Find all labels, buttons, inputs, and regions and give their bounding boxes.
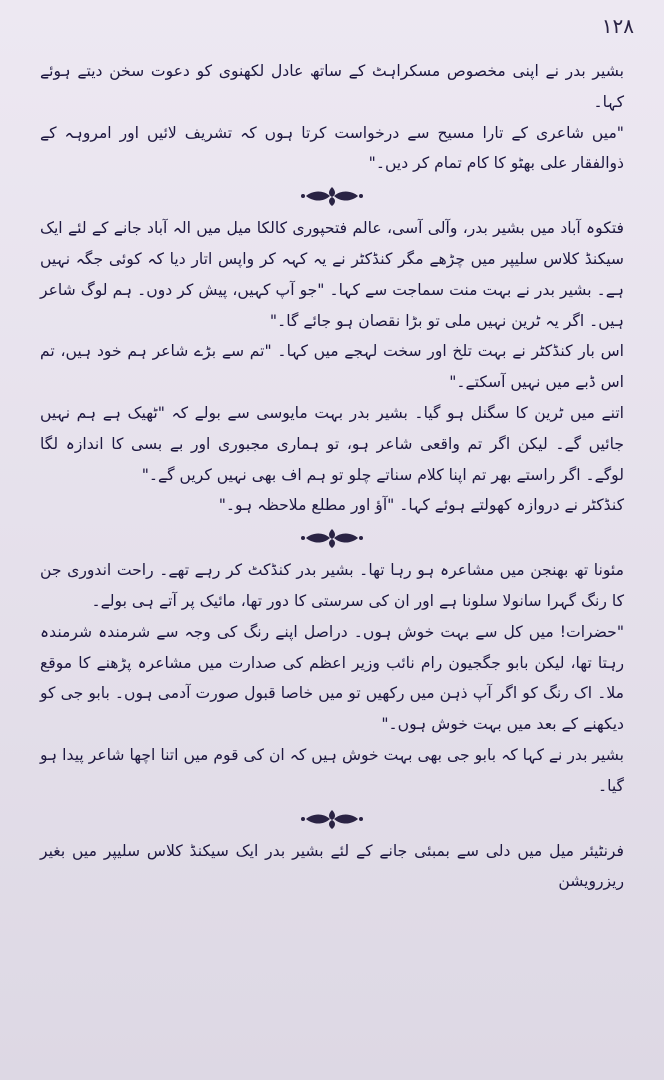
anecdote-section (40, 56, 624, 179)
paragraph: "میں شاعری کے تارا مسیح سے درخواست کرتا ہوں کہ تشریف لائیں اور امروہہ کے ذوالفقار علی بھٹو کا کام تمام کر دیں۔" (40, 123, 624, 173)
paragraph: اس بار کنڈکٹر نے بہت تلخ اور سخت لہجے میں کہا۔ "تم سے بڑے شاعر ہم خود ہیں، تم اس ڈبے میں نہیں آسکتے۔" (40, 342, 624, 392)
ornament-divider-icon (40, 802, 624, 836)
page-number: ۱۲۸ (601, 14, 634, 38)
paragraph: "حضرات! میں کل سے بہت خوش ہوں۔ دراصل اپنے رنگ کی وجہ سے شرمندہ شرمندہ رہتا تھا، لیکن بابو جگجیون رام نائب وزیر اعظم کی صدارت میں مشاعرہ پڑھنے کا موقع ملا۔ اک رنگ کو اگر آپ ذہن میں رکھیں تو میں خاصا قبول صورت آدمی ہوں۔ بابو جی کو دیکھنے کے بعد میں بہت خوش ہوں۔" (40, 622, 624, 734)
paragraph: اتنے میں ٹرین کا سگنل ہو گیا۔ بشیر بدر بہت مایوسی سے بولے کہ "ٹھیک ہے ہم نہیں جائیں گے۔ لیکن اگر تم واقعی شاعر ہو، تو ہماری مجبوری اور بے بسی کا اندازہ لگا لوگے۔ اگر راستے بھر تم اپنا کلام سناتے چلو تو ہم اف بھی نہیں کریں گے۔" (40, 403, 624, 484)
ornament-divider-icon (40, 521, 624, 555)
paragraph: فرنٹیئر میل میں دلی سے بمبئی جانے کے لئے بشیر بدر ایک سیکنڈ کلاس سلیپر میں بغیر ریزرویشن (40, 841, 624, 891)
anecdote-section (40, 555, 624, 801)
anecdote-section (40, 213, 624, 521)
paragraph: کنڈکٹر نے دروازہ کھولتے ہوئے کہا۔ "آؤ اور مطلع ملاحظہ ہو۔" (218, 496, 624, 515)
anecdote-section (40, 836, 624, 898)
paragraph: مئونا تھ بھنجن میں مشاعرہ ہو رہا تھا۔ بشیر بدر کنڈکٹ کر رہے تھے۔ راحت اندوری جن کا رنگ گہرا سانولا سلونا ہے اور ان کی سرستی کا دور تھا، مائیک پر آتے ہی بولے۔ (40, 561, 624, 610)
paragraph: بشیر بدر نے اپنی مخصوص مسکراہٹ کے ساتھ عادل لکھنوی کو دعوت سخن دیتے ہوئے کہا۔ (40, 62, 624, 111)
paragraph: فتکوہ آباد میں بشیر بدر، وآلی آسی، عالم فتحپوری کالکا میل میں الہ آباد جانے کے لئے ایک سیکنڈ کلاس سلیپر میں چڑھے مگر کنڈکٹر نے یہ کہہ کر واپس اتار دیا کہ کوئی جگہ نہیں ہے۔ بشیر بدر نے بہت منت سماجت سے کہا۔ "جو آپ کہیں، پیش کر دوں۔ ہم لوگ شاعر ہیں۔ اگر یہ ٹرین نہیں ملی تو بڑا نقصان ہو جائے گا۔" (40, 219, 624, 330)
paragraph: بشیر بدر نے کہا کہ بابو جی بھی بہت خوش ہیں کہ ان کی قوم میں اتنا اچھا شاعر پیدا ہو گیا۔ (40, 745, 624, 795)
ornament-divider-icon (40, 179, 624, 213)
page-content (40, 56, 624, 897)
